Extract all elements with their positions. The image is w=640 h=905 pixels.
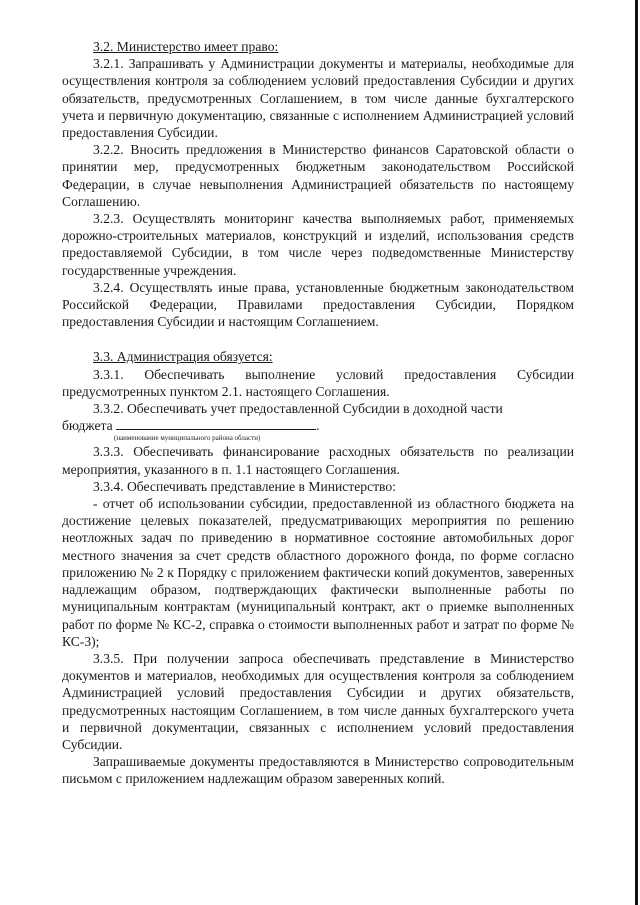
section-3-3-title: 3.3. Администрация обязуется: [93, 349, 273, 365]
budget-fill-line [62, 417, 574, 434]
document-page [62, 38, 574, 788]
clause-3-3-4: 3.3.4. Обеспечивать представление в Министерство: [93, 478, 396, 494]
budget-blank-field [116, 418, 316, 430]
clause-3-2-3: 3.2.3. Осуществлять мониторинг качества выполняемых работ, применяемых дорожно-строительных материалов, конструкций и изделий, использования средств предоставляемой Субсидии, в том числе через подведомственные Министерству государственные учреждения. [62, 211, 574, 278]
budget-word: бюджета [62, 418, 113, 434]
page-edge-border [635, 0, 638, 905]
clause-3-3-5-note: Запрашиваемые документы предоставляются в Министерство сопроводительным письмом с приложением надлежащим образом заверенных копий. [62, 754, 574, 787]
budget-line-end: . [316, 418, 320, 434]
section-3-2-title: 3.2. Министерство имеет право: [93, 39, 279, 54]
clause-3-3-2: 3.3.2. Обеспечивать учет предоставленной Субсидии в доходной части [93, 401, 503, 417]
clause-3-3-4-item: - отчет об использовании субсидии, предоставленной из областного бюджета на достижение целевых показателей, предусматривающих мероприятия по решению неотложных задач по приведению в нормативное состояние автомобильных дорог местного значения за счет средств областного дорожного фонда, по форме согласно приложению № 2 к Порядку с приложением фактически копий документов, заверенных надлежащим образом, подтверждающих фактически выполненные работы по муниципальным контрактам (муниципальный контракт, акт о приемке выполненных работ по форме № КС-2, справка о стоимости выполненных работ и затрат по форме № КС-3); [62, 496, 574, 649]
clause-3-3-5: 3.3.5. При получении запроса обеспечивать представление в Министерство документов и материалов, необходимых для осуществления контроля за соблюдением Администрацией условий предоставления Субсидии и других обязательств, предусмотренных настоящим Соглашением, в том числе данных бухгалтерского учета и первичной документации, связанных с исполнением условий предоставления Субсидии. [62, 650, 574, 752]
clause-3-3-1: 3.3.1. Обеспечивать выполнение условий предоставления Субсидии предусмотренных пунктом 2.1. настоящего Соглашения. [62, 366, 574, 399]
clause-3-2-1: 3.2.1. Запрашивать у Администрации документы и материалы, необходимые для осуществления контроля за соблюдением условий предоставления Субсидии и других обязательств, предусмотренных Соглашением, в том числе данные бухгалтерского учета и первичную документацию, связанные с исполнением Администрацией условий предоставления Субсидии. [62, 56, 574, 141]
clause-3-3-3: 3.3.3. Обеспечивать финансирование расходных обязательств по реализации мероприятия, указанного в п. 1.1 настоящего Соглашения. [62, 444, 574, 477]
clause-3-2-2: 3.2.2. Вносить предложения в Министерство финансов Саратовской области о принятии мер, предусмотренных бюджетным законодательством Российской Федерации, в случае невыполнения Администрацией обязательств по настоящему Соглашению. [62, 142, 574, 209]
budget-field-caption: (наименование муниципального района области) [114, 434, 261, 443]
section-spacer [62, 330, 574, 348]
clause-3-2-4: 3.2.4. Осуществлять иные права, установленные бюджетным законодательством Российской Федерации, Правилами предоставления Субсидии, Порядком предоставления Субсидии и настоящим Соглашением. [62, 279, 574, 330]
